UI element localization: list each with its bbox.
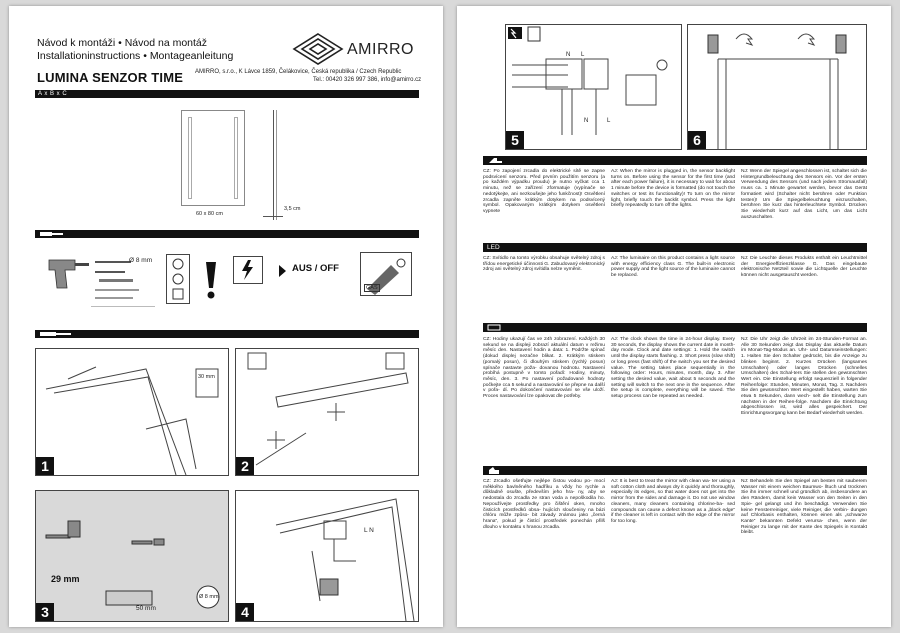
sensor-text-de: NJ: Wenn der Spiegel angeschlossen ist, schaltet sich die Hintergrundbeleuchtung des Sensors ein. Vor der ersten Verwendung des Sensors (und nach jedem Stromausfall) muss ca. 1 Minute gewartet werden, bevor das Gerät formatiert wird (Schalter nicht berühren oder Funktion testen)! Um die Spiegelbeleuchtung einzuschalten, berühren Sie kurz das hinterleuchtete Symbol. Drücken Sie wiederholt kurz auf das Licht, um das Licht auszuschalten. bbox=[741, 169, 867, 220]
tools-bar bbox=[35, 230, 419, 238]
sensor-section-bar bbox=[483, 156, 867, 165]
drill-icon bbox=[45, 252, 91, 292]
size-label: 60 x 80 cm bbox=[196, 211, 223, 217]
clock-text-cz: CZ: Hodiny ukazují čas ve 24h zobrazení. Každých 30 sekund se na displeji zobrazí aktuální datum v režimu měsíc den. Nastavení hodin a data: 1. Podržte spínač (dokud displej nezačne blikat. 2. Krátkým stiskem (pomalý posun), či dlouhým stiskem (rychlý posun) spínače nastavte poža- dovanou hodnotu. Nastavení probíhá postupně v tomto pořadí: Hodiny, minuty, měsíc, den. 3. Po nastavení požadované hodnoty počkejte cca 5 sekund a nastavování se přepne na další v pořa- dí. Po dokončení nastavování se vše uloží. Proces nastavování lze opakovat dle potřeby. bbox=[483, 337, 605, 400]
switch-off-label: AUS / OFF bbox=[292, 263, 339, 274]
address-line-1: AMIRRO, s.r.o., K Lávce 1859, Čelákovice, Česká republika / Czech Republic bbox=[195, 69, 402, 75]
wire-label-n: N bbox=[566, 52, 571, 58]
step-1-panel bbox=[35, 348, 229, 476]
step-5-number: 5 bbox=[506, 131, 524, 149]
cleaning-text-cz: CZ: Zrcadlo ošetřujte nejlépe čistou vodou po- mocí měkkého bavlněného hadříku a vždy ho rychle a důkladně osušte, především jeho hra- ny, aby se nedostala do zrcadla ze stran voda a nepoškodila ho. Nepoužívejte prostředky pro čištění oken, mnoho čisticích prostředků obsa- hujících sloučeniny na bázi chlóru může způso- bit závady známou jako „černá hrana“, pokud je čistící prostředek ponechán přilš dlouho v kontaktu s hranou zrcadla. bbox=[483, 479, 605, 530]
step-2-number: 2 bbox=[236, 457, 254, 475]
mirror-wiring-drawing bbox=[236, 491, 418, 621]
eye-protection-panel bbox=[166, 254, 190, 304]
screwdriver-icon bbox=[39, 230, 65, 238]
cleaning-text-en: AJ: It is best to treat the mirror with clean wa- ter using a soft cotton cloth and always dry it quickly and thoroughly, especially its edges, so that water does not get into the mirror from the sides and damage it. Do not use window cleaners, many cleaners containing chlorine-ba- sed compounds can cause a defect known as a „black edge“ if the cleaner is left in contact with the edge of the mirror for too long. bbox=[611, 479, 735, 524]
header-line-2: Installationinstructions • Montageanleitung bbox=[37, 50, 234, 62]
depth-dimension-line bbox=[263, 216, 283, 217]
clock-text-de: NJ: Die Uhr zeigt die Uhrzeit im 24-Stunden-Format an. Alle 30 Sekunden zeigt das Display das aktuelle Datum im Monat-Tag-Modus an. Uhr- und Datumseinstellungen: 1. Halten Sie den Schalter gedrückt, bis die Anzeige zu blinken beginnt. 2. Kurzes Drücken (langsames Umschalten) oder langes Drücken (schnelles Umschalten) des Schal-ters Sie stellen den gewünschten Wert ein. Die Einstellung erfolgt sequenziell in folgender Reihenfolge: Stunden, Minuten, Monat, Tag. 3. Nachdem Sie den gewünschten Wert eingestellt haben, warten Sie etwa 5 Sekunden, dann wech- selt die Einstellung zum nächsten in der Reihen-folge. Nachdem die Einrichtung abgeschlossen ist, wird alles gespeichert. Der Einrichtungsvorgang kann bei Bedarf wiederholt werden. bbox=[741, 337, 867, 417]
wire-label-l-bottom: L bbox=[607, 118, 611, 124]
sensor-text-en: AJ: When the mirror is plugged in, the sensor backlight turns on. Before using the sensor for the first time (and after each power failure), it is necessary to wait for about 1 minute before the device is formatted (do not touch the switches or test its functionality)! To turn on the mirror light, briefly touch the backlit symbol. Press the light briefly repeatedly to turn off the lights. bbox=[611, 169, 735, 209]
step-3-depth: 29 mm bbox=[51, 574, 80, 584]
step-4-number: 4 bbox=[236, 603, 254, 621]
product-title: LUMINA SENZOR TIME bbox=[37, 70, 184, 85]
step-2-panel bbox=[235, 348, 419, 476]
led-text-cz: CZ: Svítidlo na tomto výrobku obsahuje světelný zdroj s třídou energetické účinnosti G. Zabudovaný elektronický zdroj ani světelný zdroj svítidla nelze vyměnit. bbox=[483, 256, 605, 273]
cleaning-section-bar bbox=[483, 466, 867, 475]
wire-label-l: L bbox=[581, 52, 585, 58]
mirror-front-drawing bbox=[181, 110, 245, 206]
sensor-text-cz: CZ: Po zapojení zrcadla do elektrické sítě se zapne podsvícení senzoru. Před prvním použitím senzoru (a po každém výpadku proudu) je nutno vyčkat cca 1 minutu, než se zařízení zformatuje (vypínače se nedotýkejte, ani nezkoušejte jeho funkčnost)! Osvětlení zrcadla zapněte krátkým dotykem na podsvícený symbol. Opakovaným krátkým dotykem osvětlení vypnete bbox=[483, 169, 605, 214]
led-section-bar bbox=[483, 243, 867, 252]
clock-section-bar bbox=[483, 323, 867, 332]
mirror-hanging-drawing bbox=[36, 349, 228, 475]
step-6-number: 6 bbox=[688, 131, 706, 149]
drill-label: Ø 8 mm bbox=[129, 257, 153, 264]
header-line-1: Návod k montáži • Návod na montáž bbox=[37, 37, 208, 49]
depth-label: 3,5 cm bbox=[284, 206, 301, 212]
led-section-title: LED bbox=[487, 244, 500, 251]
amirro-logo-icon bbox=[292, 32, 344, 66]
tools-divider bbox=[91, 306, 155, 307]
dimension-label: A x B x C bbox=[38, 91, 68, 97]
left-page bbox=[9, 6, 443, 627]
step-6-panel bbox=[687, 24, 867, 150]
dimension-bar bbox=[35, 90, 419, 98]
wire-label-n-bottom: N bbox=[584, 118, 589, 124]
mirror-mounting-drawing bbox=[688, 25, 866, 149]
assembly-bar bbox=[35, 330, 419, 338]
screwdriver-bar-icon bbox=[39, 330, 73, 338]
clock-icon bbox=[487, 324, 501, 331]
mirror-side-drawing bbox=[273, 110, 277, 220]
step-4-panel bbox=[235, 490, 419, 622]
step-3-length: 50 mm bbox=[136, 605, 156, 612]
lightning-icon bbox=[234, 257, 262, 283]
step-3-number: 3 bbox=[36, 603, 54, 621]
level-marking-drawing bbox=[236, 349, 418, 475]
address-line-2: Tel.: 00420 326 997 386, info@amirro.cz bbox=[313, 77, 422, 83]
step-1-dimension: 30 mm bbox=[198, 374, 215, 380]
goggles-icon bbox=[167, 255, 189, 303]
clock-text-en: AJ: The clock shows the time in 24-hour display. Every 30 seconds, the display shows the current date in month-day mode. Clock and date settings: 1. Hold the switch until the display starts flashing. 2. Short press (slow shift) or long press (fast shift) of the switch you set the desired value. The setting takes place sequentially in the following order: Hours, minutes, month, day. 3. After setting the desired value, wait about 5 seconds and the setting will switch to the next one in the sequence. After the setup is complete, everything will be saved. The setup process can be repeated as needed. bbox=[611, 337, 735, 400]
step-1-number: 1 bbox=[36, 457, 54, 475]
step-3-panel bbox=[35, 490, 229, 622]
cleaning-text-de: NJ: Behandeln Sie den Spiegel am besten mit sauberem Wasser mit einem weichen Baumwo- lltuch und trocknen Sie ihn immer schnell und gründlich ab, insbesondere an den Rändern, damit kein Wasser von den Seiten in den Spie- gel gelangt und ihn beschädigt. Verwenden Sie keine Fensterreiniger, viele Reiniger, die Verbin- dungen auf Chlorbasis enthalten, können einen als „schwarze Kante“ bekannten Defekt verursa- chen, wenn der Reiniger zu lange mit der Kante des Spiegels in Kontakt bleibt. bbox=[741, 479, 867, 536]
right-page bbox=[457, 6, 891, 627]
terminal-wiring-drawing bbox=[506, 25, 681, 149]
step-3-drill: Ø 8 mm bbox=[199, 594, 219, 600]
brand-name: AMIRRO bbox=[347, 41, 414, 58]
step-5-panel bbox=[505, 24, 682, 150]
gas-label: GAS bbox=[366, 285, 378, 291]
cable-detector-panel bbox=[360, 252, 412, 296]
switch-off-arrow-icon bbox=[265, 260, 287, 282]
cleaning-hand-icon bbox=[487, 466, 501, 475]
step-4-wires: L N bbox=[364, 527, 374, 534]
power-off-panel bbox=[233, 256, 263, 284]
led-text-en: AJ: The luminaire on this product contains a light source with energy efficiency class G. The built-in electronic power supply and the light source of the luminaire cannot be replaced. bbox=[611, 256, 735, 279]
warning-exclamation-icon bbox=[202, 260, 220, 300]
led-text-de: NJ: Die Leuchte dieses Produkts enthält ein Leuchtmittel der Energieeffizienzklasse G. Das eingebaute elektronische Netzteil sowie die Lichtquelle der Leuchte können nicht ausgetauscht werden. bbox=[741, 256, 867, 279]
touch-hand-icon bbox=[487, 156, 505, 165]
wall-anchors-drawing bbox=[36, 491, 228, 621]
